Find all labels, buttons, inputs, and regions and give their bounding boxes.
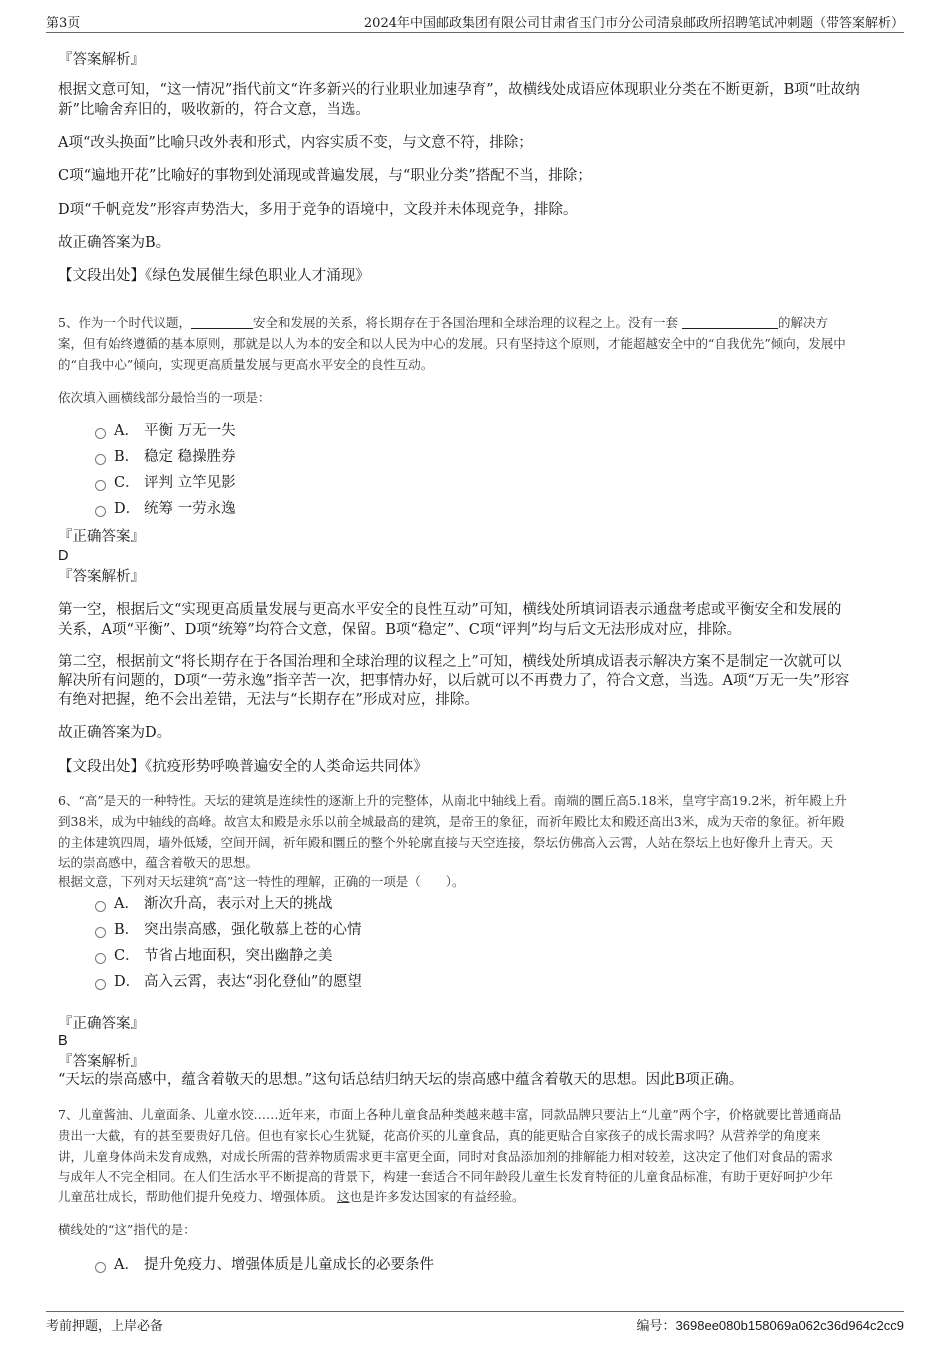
q4-analysis-line: 根据文意可知，“这一情况”指代前文“许多新兴的行业职业加速孕育”，故横线处成语应体现职业分类在不断更新，B项“吐故纳 [58, 82, 860, 98]
q5-blank-1 [191, 315, 253, 329]
q5-prompt: 依次填入画横线部分最恰当的一项是： [58, 390, 271, 405]
q5-stem-part: 5、作为一个时代议题， [58, 315, 191, 330]
option-text: 节省占地面积，突出幽静之美 [144, 948, 333, 964]
document-title: 2024年中国邮政集团有限公司甘肃省玉门市分公司清泉邮政所招聘笔试冲刺题（带答案解析） [363, 16, 904, 31]
q6-option-b[interactable] [95, 919, 362, 941]
code-value: 3698ee080b158069a062c36d964c2cc9 [675, 1318, 904, 1333]
q6-analysis-line: “天坛的崇高感中，蕴含着敬天的思想。”这句话总结归纳天坛的崇高感中蕴含着敬天的思想。因此B项正确。 [58, 1072, 744, 1088]
q7-stem-part: 也是许多发达国家的有益经验。 [349, 1189, 525, 1204]
q6-prompt: 根据文意，下列对天坛建筑“高”这一特性的理解，正确的一项是（ ）。 [58, 874, 465, 889]
q6-answer: B [58, 1033, 68, 1049]
q6-option-c[interactable] [95, 945, 333, 967]
option-text: 提升免疫力、增强体质是儿童成长的必要条件 [144, 1257, 434, 1273]
q6-stem-line: 坛的崇高感中，蕴含着敬天的思想。 [58, 855, 259, 870]
radio-icon[interactable] [95, 480, 106, 491]
q5-blank-2 [682, 315, 778, 329]
option-text: 统筹 一劳永逸 [144, 501, 236, 517]
q5-analysis-line: 第一空，根据后文“实现更高质量发展与更高水平安全的良性互动”可知，横线处所填词语表示通盘考虑或平衡安全和发展的 [58, 602, 842, 618]
q4-analysis-line: 新”比喻舍弃旧的，吸收新的，符合文意，当选。 [58, 102, 370, 118]
q5-stem-line: 案，但有始终遵循的基本原则，那就是以人为本的安全和以人民为中心的发展。只有坚持这个原则，才能超越安全中的“自我优先”倾向，发展中 [58, 336, 846, 351]
option-text: 评判 立竿见影 [144, 475, 236, 491]
footer-slogan: 考前押题，上岸必备 [46, 1319, 164, 1334]
radio-icon[interactable] [95, 927, 106, 938]
footer-divider [46, 1311, 904, 1312]
q5-stem-part: 的解决方 [777, 315, 828, 330]
option-text: 高入云霄，表达“羽化登仙”的愿望 [144, 974, 362, 990]
q6-analysis-label: 『答案解析』 [58, 1054, 145, 1070]
q6-answer-label: 『正确答案』 [58, 1016, 145, 1032]
q5-analysis-line: 第二空，根据前文“将长期存在于各国治理和全球治理的议程之上”可知，横线处所填成语表示解决方案不是制定一次就可以 [58, 654, 842, 670]
q5-analysis-line: 解决所有问题的，D项“一劳永逸”指辛苦一次，把事情办好，以后就可以不再费力了，符合文意，当选。A项“万无一失”形容 [58, 673, 850, 689]
page-header [46, 12, 904, 32]
q6-option-a[interactable] [95, 893, 333, 915]
q5-analysis-line: 关系，A项“平衡”、D项“统筹”均符合文意，保留。B项“稳定”、C项“评判”均与后文无法形成对应，排除。 [58, 622, 742, 638]
q5-option-a[interactable] [95, 420, 236, 442]
document-code [637, 1315, 904, 1334]
radio-icon[interactable] [95, 428, 106, 439]
q4-analysis-line: D项“千帆竞发”形容声势浩大，多用于竞争的语境中，文段并未体现竞争，排除。 [58, 202, 578, 218]
q5-option-b[interactable] [95, 446, 236, 468]
q7-stem-line: 与成年人不完全相同。在人们生活水平不断提高的背景下，构建一套适合不同年龄段儿童生长发育特征的儿童食品标准，有助于更好呵护少年 [58, 1169, 834, 1184]
q5-stem-line: 的“自我中心”倾向，实现更高质量发展与更高水平安全的良性互动。 [58, 357, 434, 372]
q5-analysis-label: 『答案解析』 [58, 569, 145, 585]
q5-option-d[interactable] [95, 498, 236, 520]
option-text: 稳定 稳操胜券 [144, 449, 236, 465]
q6-option-d[interactable] [95, 971, 362, 993]
q7-prompt: 横线处的“这”指代的是： [58, 1222, 196, 1237]
radio-icon[interactable] [95, 506, 106, 517]
q7-underlined-word: 这 [337, 1189, 350, 1204]
q5-analysis-line: 有绝对把握，绝不会出差错，无法与“长期存在”形成对应，排除。 [58, 692, 479, 708]
option-letter: A． [114, 1257, 139, 1273]
option-letter: A． [114, 896, 139, 912]
q5-option-c[interactable] [95, 472, 236, 494]
q5-answer: D [58, 548, 69, 564]
option-letter: B． [114, 449, 140, 465]
option-letter: A． [114, 423, 139, 439]
option-letter: D． [114, 501, 141, 517]
option-text: 突出崇高感，强化敬慕上苍的心情 [144, 922, 362, 938]
q4-analysis-label: 『答案解析』 [58, 52, 145, 68]
q7-option-a[interactable] [95, 1254, 434, 1276]
code-label: 编号： [636, 1319, 676, 1334]
option-letter: C． [114, 948, 140, 964]
option-text: 渐次升高，表示对上天的挑战 [144, 896, 333, 912]
option-letter: D． [114, 974, 141, 990]
radio-icon[interactable] [95, 979, 106, 990]
q6-stem-line: 6、“高”是天的一种特性。天坛的建筑是连续性的逐渐上升的完整体，从南北中轴线上看。南端的圜丘高5.18米，皇穹宇高19.2米，祈年殿上升 [58, 793, 847, 808]
q7-stem-part: 儿童茁壮成长，帮助他们提升免疫力、增强体质。 [58, 1189, 334, 1204]
q4-analysis-line: C项“遍地开花”比喻好的事物到处涌现或普遍发展，与“职业分类”搭配不当，排除； [58, 168, 592, 184]
q7-stem-line [58, 1186, 525, 1207]
q4-analysis-line: A项“改头换面”比喻只改外表和形式，内容实质不变，与文意不符，排除； [58, 135, 533, 151]
radio-icon[interactable] [95, 454, 106, 465]
radio-icon[interactable] [95, 1262, 106, 1273]
radio-icon[interactable] [95, 953, 106, 964]
q5-conclusion: 故正确答案为D。 [58, 725, 172, 741]
q6-stem-line: 的主体建筑四周，墙外低矮，空间开阔，祈年殿和圜丘的整个外轮廓直接与天空连接，祭坛仿佛高入云霄，人站在祭坛上也好像升上青天。天 [58, 835, 834, 850]
radio-icon[interactable] [95, 901, 106, 912]
q6-stem-line: 到38米，成为中轴线的高峰。故宫太和殿是永乐以前全城最高的建筑，是帝王的象征，而祈年殿比太和殿还高出3米，成为天帝的象征。祈年殿 [58, 814, 845, 829]
page-number: 第3页 [46, 16, 81, 31]
q4-conclusion: 故正确答案为B。 [58, 235, 171, 251]
q5-stem-part: 安全和发展的关系，将长期存在于各国治理和全球治理的议程之上。没有一套 [252, 315, 678, 330]
q7-stem-line: 讲，儿童身体尚未发育成熟，对成长所需的营养物质需求更丰富更全面，同时对食品添加剂的排解能力相对较差，这决定了他们对食品的需求 [58, 1149, 834, 1164]
option-letter: C． [114, 475, 140, 491]
q4-source: 【文段出处】《绿色发展催生绿色职业人才涌现》 [58, 268, 370, 284]
option-text: 平衡 万无一失 [144, 423, 236, 439]
q7-stem-line: 7、儿童酱油、儿童面条、儿童水饺……近年来，市面上各种儿童食品种类越来越丰富，同款品牌只要沾上“儿童”两个字，价格就要比普通商品 [58, 1107, 842, 1122]
q5-answer-label: 『正确答案』 [58, 529, 145, 545]
q5-source: 【文段出处】《抗疫形势呼唤普遍安全的人类命运共同体》 [58, 759, 428, 775]
q7-stem-line: 贵出一大截，有的甚至要贵好几倍。但也有家长心生犹疑，花高价买的儿童食品，真的能更贴合自家孩子的成长需求吗？从营养学的角度来 [58, 1128, 821, 1143]
q5-stem-line [58, 312, 828, 333]
header-divider [46, 32, 904, 33]
option-letter: B． [114, 922, 140, 938]
